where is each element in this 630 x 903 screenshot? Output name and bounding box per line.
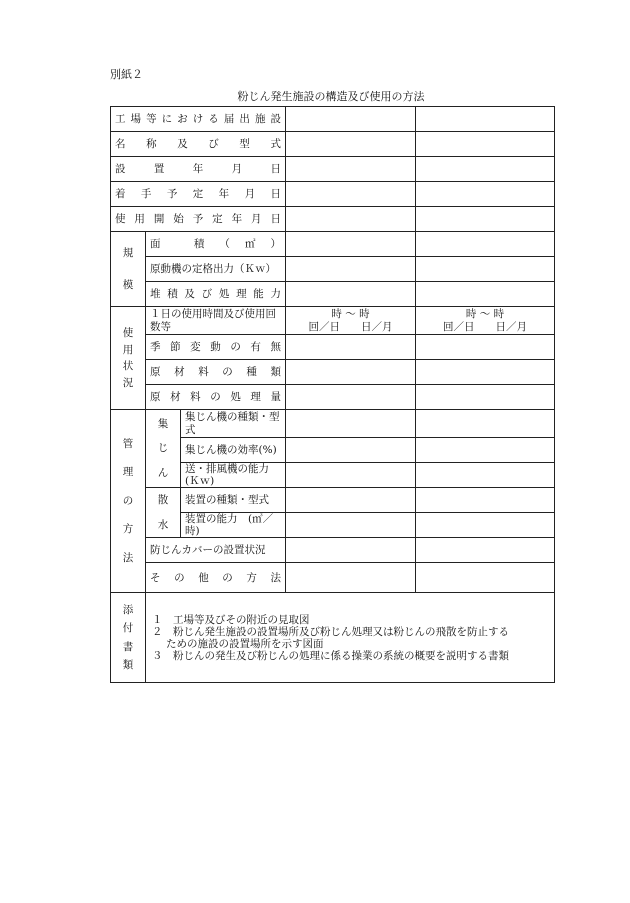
value-cell[interactable] xyxy=(416,563,555,593)
row-attachments xyxy=(111,593,555,683)
row-capacity xyxy=(111,282,555,307)
label-fan-capacity: 送・排風機の能力(Ｋｗ) xyxy=(181,463,286,488)
value-cell[interactable] xyxy=(416,257,555,282)
value-cell[interactable] xyxy=(416,182,555,207)
row-motor-output xyxy=(111,257,555,282)
label-spray-type: 装置の種類・型式 xyxy=(181,488,286,513)
label-install-date: 設 置 年 月 日 xyxy=(111,157,286,182)
row-install-date xyxy=(111,157,555,182)
value-cell[interactable] xyxy=(286,107,416,132)
attachment-item: ための施設の設置場所を示す図面 xyxy=(166,637,324,650)
label-cover-status: 防じんカバーの設置状況 xyxy=(146,538,286,563)
row-material-type xyxy=(111,360,555,385)
value-cell[interactable] xyxy=(286,132,416,157)
row-spray-type xyxy=(111,488,555,513)
value-cell[interactable] xyxy=(286,438,416,463)
label-seasonal: 季 節 変 動 の 有 無 xyxy=(146,335,286,360)
value-cell[interactable] xyxy=(286,157,416,182)
daily-slot-2[interactable]: 時 〜 時 回／日 日／月 xyxy=(416,307,555,335)
label-use-start-date: 使 用 開 始 予 定 年 月 日 xyxy=(111,207,286,232)
value-cell[interactable] xyxy=(416,107,555,132)
value-cell[interactable] xyxy=(416,385,555,410)
label-name-model: 名 称 及 び 型 式 xyxy=(111,132,286,157)
group-usage: 使 用 状 況 xyxy=(111,307,146,410)
label-other-method: そ の 他 の 方 法 xyxy=(146,563,286,593)
group-spray: 散 水 xyxy=(146,488,181,538)
row-area xyxy=(111,232,555,257)
form-table xyxy=(110,106,555,683)
value-cell[interactable] xyxy=(286,385,416,410)
value-cell[interactable] xyxy=(286,282,416,307)
value-cell[interactable] xyxy=(286,410,416,438)
label-motor-output: 原動機の定格出力（Ｋｗ） xyxy=(146,257,286,282)
row-start-date xyxy=(111,182,555,207)
value-cell[interactable] xyxy=(416,488,555,513)
value-cell[interactable] xyxy=(416,157,555,182)
value-cell[interactable] xyxy=(416,360,555,385)
value-cell[interactable] xyxy=(286,182,416,207)
label-spray-capacity: 装置の能力 (㎥／時) xyxy=(181,513,286,538)
value-cell[interactable] xyxy=(286,538,416,563)
row-daily-hours xyxy=(111,307,555,335)
value-cell[interactable] xyxy=(416,538,555,563)
row-facility xyxy=(111,107,555,132)
row-material-amount xyxy=(111,385,555,410)
row-name-model xyxy=(111,132,555,157)
attachment-item: ３ 粉じんの発生及び粉じんの処理に係る操業の系統の概要を説明する書類 xyxy=(152,649,509,662)
value-cell[interactable] xyxy=(286,232,416,257)
value-cell[interactable] xyxy=(286,207,416,232)
label-start-date: 着 手 予 定 年 月 日 xyxy=(111,182,286,207)
group-management: 管 理 の 方 法 xyxy=(111,410,146,593)
label-facility: 工場等における届出施設 xyxy=(111,107,286,132)
value-cell[interactable] xyxy=(416,232,555,257)
value-cell[interactable] xyxy=(286,257,416,282)
label-material-amount: 原 材 料 の 処 理 量 xyxy=(146,385,286,410)
value-cell[interactable] xyxy=(286,563,416,593)
attachment-item: ２ 粉じん発生施設の設置場所及び粉じん処理又は粉じんの飛散を防止する xyxy=(152,625,509,638)
value-cell[interactable] xyxy=(286,335,416,360)
group-scale: 規 模 xyxy=(111,232,146,307)
value-cell[interactable] xyxy=(416,207,555,232)
value-cell[interactable] xyxy=(286,488,416,513)
value-cell[interactable] xyxy=(416,410,555,438)
value-cell[interactable] xyxy=(286,463,416,488)
label-dust-collector-type: 集じん機の種類・型式 xyxy=(181,410,286,438)
value-cell[interactable] xyxy=(416,438,555,463)
group-dust-collection: 集 じ ん xyxy=(146,410,181,488)
attachment-item: １ 工場等及びその附近の見取図 xyxy=(152,613,310,626)
document-title: 粉じん発生施設の構造及び使用の方法 xyxy=(237,90,425,103)
row-dust-collector-type xyxy=(111,410,555,438)
label-material-type: 原 材 料 の 種 類 xyxy=(146,360,286,385)
value-cell[interactable] xyxy=(286,513,416,538)
row-other-method xyxy=(111,563,555,593)
row-use-start-date xyxy=(111,207,555,232)
attachments-list xyxy=(146,593,555,683)
daily-slot-1[interactable]: 時 〜 時 回／日 日／月 xyxy=(286,307,416,335)
label-daily-hours: １日の使用時間及び使用回数等 xyxy=(146,307,286,335)
page-label: 別紙２ xyxy=(110,68,143,81)
row-cover-status xyxy=(111,538,555,563)
label-capacity: 堆積及び処理能力 xyxy=(146,282,286,307)
label-dust-efficiency: 集じん機の効率(%) xyxy=(181,438,286,463)
value-cell[interactable] xyxy=(416,282,555,307)
group-attachments: 添 付 書 類 xyxy=(111,593,146,683)
value-cell[interactable] xyxy=(416,335,555,360)
value-cell[interactable] xyxy=(416,132,555,157)
value-cell[interactable] xyxy=(416,513,555,538)
label-area: 面 積（㎡） xyxy=(146,232,286,257)
value-cell[interactable] xyxy=(416,463,555,488)
row-seasonal xyxy=(111,335,555,360)
value-cell[interactable] xyxy=(286,360,416,385)
